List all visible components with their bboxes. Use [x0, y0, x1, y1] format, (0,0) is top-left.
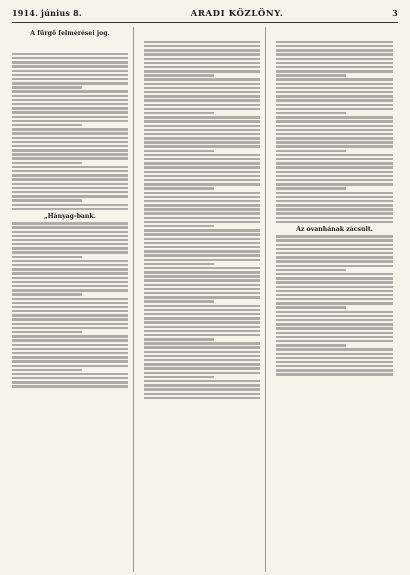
text-line [12, 99, 128, 101]
text-line [276, 45, 393, 47]
text-line [144, 271, 260, 273]
text-line [12, 95, 128, 97]
text-line [144, 70, 260, 72]
text-line [276, 141, 393, 143]
text-line [12, 281, 128, 283]
text-line [144, 45, 260, 47]
text-line [276, 348, 393, 350]
text-line [276, 273, 393, 275]
text-line [144, 334, 260, 336]
text-line [144, 200, 260, 202]
text-line [144, 330, 260, 332]
text-line [144, 351, 260, 353]
text-line [276, 315, 393, 317]
text-line [12, 327, 128, 329]
text-line [12, 57, 128, 59]
column-1-heading-2: „Hányag-bank. [44, 213, 96, 221]
text-line [12, 137, 128, 139]
text-line [12, 256, 82, 258]
text-line [276, 361, 393, 363]
text-line [144, 326, 260, 328]
column-2 [144, 27, 266, 572]
text-line [12, 195, 128, 197]
text-line [12, 141, 128, 143]
text-line [144, 158, 260, 160]
column-3-text-lines-2 [276, 235, 393, 376]
text-line [12, 268, 128, 270]
text-line [144, 259, 260, 261]
text-line [12, 272, 128, 274]
text-line [12, 157, 128, 159]
text-line [144, 363, 260, 365]
text-line [12, 298, 128, 300]
text-line [12, 348, 128, 350]
text-line [276, 41, 393, 43]
text-line [276, 125, 393, 127]
text-line [144, 250, 260, 252]
text-line [276, 91, 393, 93]
text-line [144, 217, 260, 219]
text-line [276, 187, 346, 189]
text-line [12, 344, 128, 346]
text-line [12, 61, 128, 63]
text-line [144, 133, 260, 135]
text-line [12, 260, 128, 262]
column-3-text-lines [276, 41, 393, 223]
text-line [276, 137, 393, 139]
text-line [12, 310, 128, 312]
text-line [276, 311, 393, 313]
text-line [276, 200, 393, 202]
text-line [12, 149, 128, 151]
text-line [276, 286, 393, 288]
text-line [12, 373, 128, 375]
text-line [12, 82, 128, 84]
text-line [276, 332, 393, 334]
text-line [12, 365, 128, 367]
text-line [276, 58, 393, 60]
text-line [144, 229, 260, 231]
text-line [12, 65, 128, 67]
column-1-text-lines [12, 53, 128, 210]
text-line [276, 327, 393, 329]
text-line [144, 137, 260, 139]
column-3 [276, 27, 398, 572]
text-line [144, 321, 260, 323]
text-line [144, 125, 260, 127]
text-line [276, 281, 393, 283]
text-line [144, 192, 260, 194]
text-line [144, 388, 260, 390]
text-line [144, 372, 260, 374]
text-line [12, 145, 128, 147]
text-line [144, 275, 260, 277]
column-3-body [276, 27, 393, 39]
text-line [144, 279, 260, 281]
text-line [12, 174, 128, 176]
text-line [144, 145, 260, 147]
text-line [276, 162, 393, 164]
text-line [276, 62, 393, 64]
text-line [144, 233, 260, 235]
text-line [144, 108, 260, 110]
text-line [144, 162, 260, 164]
text-line [12, 222, 128, 224]
text-line [12, 226, 128, 228]
text-line [12, 132, 128, 134]
text-line [276, 323, 393, 325]
text-line [144, 393, 260, 395]
text-line [144, 187, 214, 189]
text-line [12, 306, 128, 308]
text-line [144, 221, 260, 223]
page-number: 3 [392, 8, 398, 18]
text-line [144, 154, 260, 156]
text-line [276, 290, 393, 292]
text-line [276, 244, 393, 246]
text-line [12, 70, 128, 72]
text-line [276, 204, 393, 206]
text-line [12, 78, 128, 80]
text-line [144, 116, 260, 118]
text-line [12, 107, 128, 109]
text-line [276, 212, 393, 214]
text-line [12, 243, 128, 245]
text-line [144, 78, 260, 80]
text-line [276, 369, 393, 371]
text-line [144, 129, 260, 131]
text-line [12, 302, 128, 304]
text-line [276, 260, 393, 262]
text-line [276, 70, 393, 72]
text-line [144, 296, 260, 298]
text-line [276, 353, 393, 355]
text-line [12, 178, 128, 180]
text-line [12, 331, 82, 333]
text-line [12, 53, 128, 55]
column-2-body [144, 27, 260, 39]
text-line [144, 300, 214, 302]
text-line [276, 208, 393, 210]
text-line [276, 265, 393, 267]
text-line [276, 277, 393, 279]
issue-date: 1914. június 8. [12, 8, 82, 18]
text-line [276, 192, 393, 194]
text-line [12, 369, 82, 371]
text-line [144, 62, 260, 64]
text-line [276, 158, 393, 160]
text-line [12, 377, 128, 379]
text-line [276, 145, 393, 147]
text-line [144, 49, 260, 51]
text-line [12, 199, 82, 201]
text-line [144, 120, 260, 122]
text-line [12, 183, 128, 185]
text-line [144, 367, 260, 369]
text-line [12, 231, 128, 233]
text-line [144, 254, 260, 256]
text-line [144, 380, 260, 382]
column-2-text-lines [144, 41, 260, 399]
text-line [276, 154, 393, 156]
text-line [144, 242, 260, 244]
text-line [144, 58, 260, 60]
text-line [144, 83, 260, 85]
text-line [12, 170, 128, 172]
text-line [276, 99, 393, 101]
masthead [12, 8, 398, 19]
text-line [276, 196, 393, 198]
text-line [276, 294, 393, 296]
column-1-body [12, 39, 128, 51]
text-line [144, 267, 260, 269]
text-line [276, 365, 393, 367]
text-line [276, 179, 393, 181]
text-line [276, 104, 393, 106]
text-line [144, 141, 260, 143]
text-line [144, 175, 260, 177]
text-line [276, 133, 393, 135]
text-line [144, 53, 260, 55]
text-line [12, 314, 128, 316]
text-line [276, 235, 393, 237]
text-line [144, 338, 214, 340]
text-line [144, 41, 260, 43]
text-line [276, 78, 393, 80]
text-line [144, 246, 260, 248]
text-line [12, 385, 128, 387]
text-line [276, 95, 393, 97]
text-line [12, 166, 128, 168]
text-line [12, 235, 128, 237]
text-line [12, 251, 128, 253]
text-line [12, 111, 128, 113]
text-line [12, 103, 128, 105]
column-1-text-lines-2 [12, 222, 128, 388]
text-line [276, 108, 393, 110]
text-line [144, 74, 214, 76]
text-line [276, 269, 346, 271]
text-line [12, 187, 128, 189]
text-line [276, 248, 393, 250]
text-line [276, 120, 393, 122]
text-line [144, 317, 260, 319]
text-line [276, 357, 393, 359]
text-line [144, 342, 260, 344]
text-line [12, 335, 128, 337]
text-line [144, 313, 260, 315]
header-rule [12, 22, 398, 23]
text-line [276, 252, 393, 254]
text-line [276, 373, 393, 375]
text-line [144, 284, 260, 286]
newspaper-title: ARADI KÖZLÖNY. [190, 9, 284, 19]
text-line [144, 179, 260, 181]
text-line [276, 171, 393, 173]
text-line [12, 352, 128, 354]
text-line [276, 302, 393, 304]
text-line [12, 162, 82, 164]
text-line [276, 344, 346, 346]
text-line [276, 83, 393, 85]
text-line [276, 340, 393, 342]
text-line [12, 191, 128, 193]
text-line [144, 171, 260, 173]
column-1 [12, 27, 134, 572]
text-line [12, 277, 128, 279]
text-line [276, 150, 346, 152]
text-line [144, 204, 260, 206]
text-line [144, 95, 260, 97]
text-line [144, 87, 260, 89]
text-line [276, 221, 393, 223]
text-line [144, 309, 260, 311]
column-1-heading-1: A fűrgő felmérései jog. [30, 30, 110, 37]
text-line [12, 239, 128, 241]
column-3-heading-1: Az ovanhának zácsult. [296, 226, 373, 234]
text-line [12, 247, 128, 249]
text-line [276, 298, 393, 300]
text-line [276, 239, 393, 241]
text-line [276, 256, 393, 258]
text-line [276, 319, 393, 321]
text-line [12, 318, 128, 320]
text-line [12, 124, 82, 126]
text-line [144, 384, 260, 386]
text-line [144, 112, 214, 114]
text-line [12, 120, 128, 122]
text-line [144, 263, 214, 265]
text-line [12, 74, 128, 76]
text-line [276, 129, 393, 131]
text-line [276, 87, 393, 89]
text-line [144, 104, 260, 106]
text-line [144, 66, 260, 68]
text-line [276, 116, 393, 118]
text-line [12, 204, 128, 206]
text-line [144, 91, 260, 93]
text-line [144, 355, 260, 357]
text-line [12, 153, 128, 155]
text-columns [12, 27, 398, 572]
text-line [144, 225, 214, 227]
text-line [144, 196, 260, 198]
text-line [12, 323, 128, 325]
text-line [276, 166, 393, 168]
text-line [144, 346, 260, 348]
text-line [12, 208, 128, 210]
text-line [144, 99, 260, 101]
text-line [144, 183, 260, 185]
text-line [12, 90, 128, 92]
text-line [144, 288, 260, 290]
text-line [144, 150, 214, 152]
text-line [144, 212, 260, 214]
text-line [144, 359, 260, 361]
text-line [276, 66, 393, 68]
text-line [12, 289, 128, 291]
text-line [12, 86, 82, 88]
text-line [144, 376, 214, 378]
text-line [276, 49, 393, 51]
text-line [12, 264, 128, 266]
text-line [144, 397, 260, 399]
text-line [276, 217, 393, 219]
text-line [12, 293, 82, 295]
text-line [276, 74, 346, 76]
text-line [276, 306, 346, 308]
text-line [276, 336, 393, 338]
text-line [276, 112, 346, 114]
text-line [144, 208, 260, 210]
text-line [12, 339, 128, 341]
text-line [276, 53, 393, 55]
text-line [144, 166, 260, 168]
text-line [276, 175, 393, 177]
text-line [12, 116, 128, 118]
text-line [12, 360, 128, 362]
text-line [12, 381, 128, 383]
text-line [12, 356, 128, 358]
text-line [144, 292, 260, 294]
text-line [144, 305, 260, 307]
text-line [12, 128, 128, 130]
text-line [144, 238, 260, 240]
text-line [12, 285, 128, 287]
text-line [276, 183, 393, 185]
